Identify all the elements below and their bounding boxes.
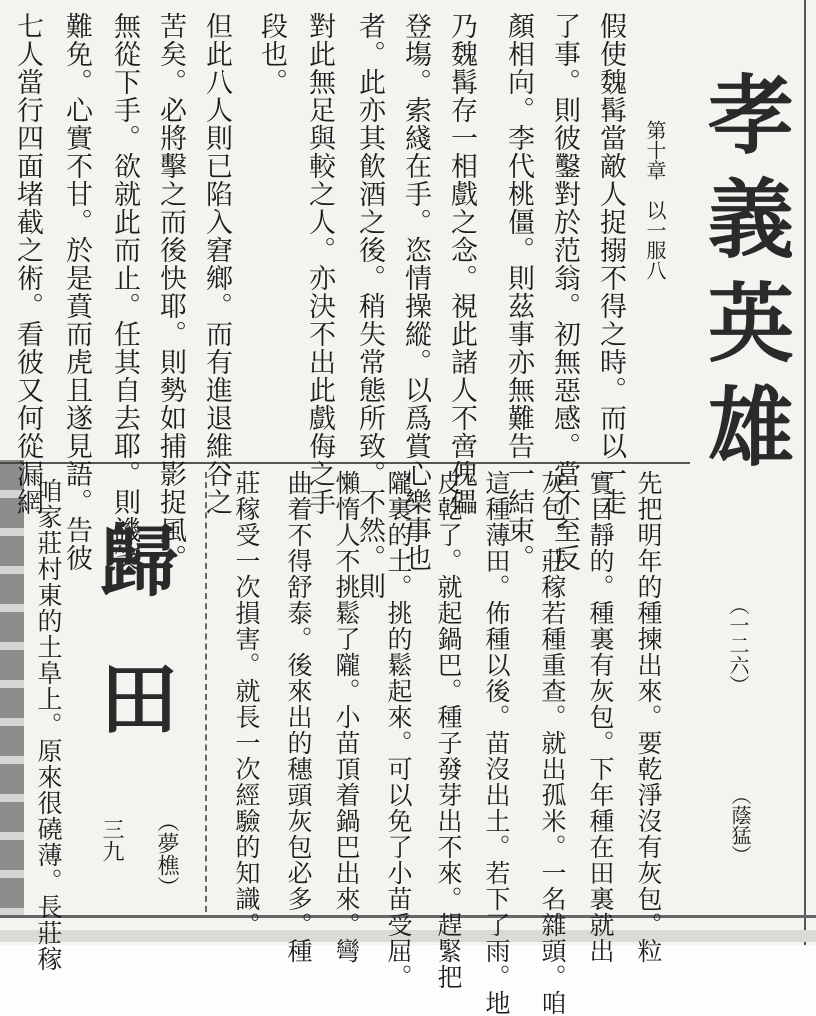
chapter-heading: 第十章 以一服八 bbox=[643, 120, 667, 280]
upper-column-9: 但此八人則已陷入窘鄉。而有進退維谷之 bbox=[201, 12, 232, 516]
upper-column-7: 對此無足與較之人。亦決不出此戲侮之手 bbox=[304, 12, 335, 516]
serial-title-lower: 歸田 bbox=[87, 520, 178, 796]
lower-author-name: （夢樵） bbox=[154, 810, 179, 898]
upper-column-6: 者。此亦其飮酒之後。稍失常態所致。不然。則 bbox=[354, 12, 385, 600]
lower-column-2: 實目靜的。種裏有灰包。下年種在田裏就出 bbox=[586, 470, 615, 964]
lower-column-9: 莊稼受一次損害。就長一次經驗的知識。 bbox=[232, 470, 261, 938]
upper-column-1: 假使魏髯當敵人捉搦不得之時。而以一走 bbox=[595, 12, 626, 516]
adjacent-column-fragment bbox=[0, 460, 24, 915]
upper-column-3: 顏相向。李代桃僵。則茲事亦無難告一結束。 bbox=[503, 12, 534, 572]
lower-column-8: 曲着不得舒泰。後來出的穗頭灰包必多。種 bbox=[284, 470, 313, 964]
lower-column-6: 隴裏的土。挑的鬆起來。可以免了小苗受屈。 bbox=[384, 470, 413, 990]
lower-column-5: 皮乾了。就起鍋巴。種子發芽出不來。趕緊把 bbox=[434, 470, 463, 990]
serial-title: 孝義英雄 bbox=[693, 70, 794, 486]
lower-column-3: 灰包。莊稼若種重查。就出孤米。一名雜頭。咱 bbox=[538, 470, 567, 1016]
upper-column-13: 七人當行四面堵截之術。看彼又何從漏網 bbox=[12, 12, 43, 516]
author-name: （蔭猛） bbox=[728, 785, 752, 865]
upper-column-4: 乃魏髯存一相戲之念。視此諸人不啻傀儡 bbox=[446, 12, 477, 516]
upper-column-5: 登塲。索綫在手。恣情操縱。以爲賞心樂事也 bbox=[400, 12, 431, 572]
upper-column-12: 難免。心實不甘。於是賁而虎且遂見語。告彼 bbox=[61, 12, 92, 572]
lower-column-4: 這種薄田。佈種以後。苗沒出土。若下了雨。地 bbox=[482, 470, 511, 1016]
column-dashed-divider bbox=[205, 472, 207, 912]
lower-column-10: 咱家莊村東的土阜上。原來很磽薄。長莊稼 bbox=[34, 478, 63, 972]
lower-column-7: 懶惰人不挑鬆了隴。小苗頂着鍋巴出來。彎 bbox=[332, 470, 361, 964]
upper-column-8: 段也。 bbox=[256, 12, 287, 96]
lower-column-1: 先把明年的種揀出來。要乾淨沒有灰包。粒 bbox=[634, 470, 663, 964]
page-border-right bbox=[804, 0, 806, 945]
upper-column-10: 苦矣。必將擊之而後快耶。則勢如捕影捉風。 bbox=[155, 12, 186, 572]
section-divider bbox=[0, 462, 690, 464]
lower-installment-number: 三九 bbox=[99, 818, 124, 862]
upper-column-2: 了事。則彼鑿對於范翁。初無惡感。當不至反 bbox=[549, 12, 580, 572]
upper-column-11: 無從下手。欲就此而止。任其自去耶。則譏笑 bbox=[109, 12, 140, 572]
installment-number: （一二六） bbox=[726, 595, 750, 695]
